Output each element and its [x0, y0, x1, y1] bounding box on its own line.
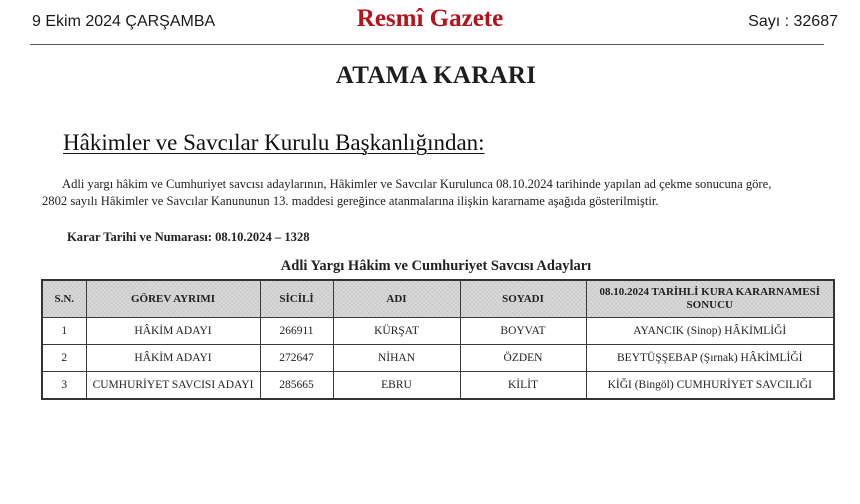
cell-role: HÂKİM ADAYI [86, 318, 260, 345]
col-header-registry: SİCİLİ [260, 280, 333, 318]
cell-surname: BOYVAT [460, 318, 586, 345]
document-title: ATAMA KARARI [335, 62, 537, 89]
cell-registry: 285665 [260, 372, 333, 400]
intro-line-2: 2802 sayılı Hâkimler ve Savcılar Kanununun 13. maddesi gereğince atanmalarına ilişkin kararname aşağıda gösterilmiştir. [42, 194, 659, 208]
intro-paragraph [40, 176, 840, 210]
cell-name: NİHAN [333, 345, 460, 372]
intro-line-1: Adli yargı hâkim ve Cumhuriyet savcısı adaylarının, Hâkimler ve Savcılar Kurulunca 08.10.2024 tarihinde yapılan ad çekme sonucuna göre, [62, 177, 772, 191]
cell-registry: 272647 [260, 345, 333, 372]
cell-name: KÜRŞAT [333, 318, 460, 345]
table-row [42, 318, 834, 345]
issue-date: 9 Ekim 2024 ÇARŞAMBA [32, 13, 216, 30]
appointments-table [41, 279, 835, 400]
col-header-result: 08.10.2024 TARİHLİ KURA KARARNAMESİ SONUCU [586, 280, 834, 318]
cell-name: EBRU [333, 372, 460, 400]
publication-title: Resmî Gazete [356, 5, 504, 32]
cell-role: HÂKİM ADAYI [86, 345, 260, 372]
cell-result: KİĞI (Bingöl) CUMHURİYET SAVCILIĞI [586, 372, 834, 400]
cell-surname: KİLİT [460, 372, 586, 400]
cell-result: AYANCIK (Sinop) HÂKİMLİĞİ [586, 318, 834, 345]
col-header-role: GÖREV AYRIMI [86, 280, 260, 318]
col-header-name: ADI [333, 280, 460, 318]
header-divider [30, 44, 824, 45]
col-header-sn: S.N. [42, 280, 86, 318]
cell-sn: 3 [42, 372, 86, 400]
cell-registry: 266911 [260, 318, 333, 345]
cell-result: BEYTÜŞŞEBAP (Şırnak) HÂKİMLİĞİ [586, 345, 834, 372]
cell-role: CUMHURİYET SAVCISI ADAYI [86, 372, 260, 400]
table-row [42, 345, 834, 372]
cell-sn: 1 [42, 318, 86, 345]
issue-number: Sayı : 32687 [748, 13, 838, 30]
table-row [42, 372, 834, 400]
cell-surname: ÖZDEN [460, 345, 586, 372]
col-header-surname: SOYADI [460, 280, 586, 318]
table-caption: Adli Yargı Hâkim ve Cumhuriyet Savcısı Adayları [280, 258, 592, 274]
table-header-row [42, 280, 834, 318]
cell-sn: 2 [42, 345, 86, 372]
decision-reference: Karar Tarihi ve Numarası: 08.10.2024 – 1328 [67, 230, 310, 244]
institution-heading: Hâkimler ve Savcılar Kurulu Başkanlığından: [63, 130, 485, 155]
